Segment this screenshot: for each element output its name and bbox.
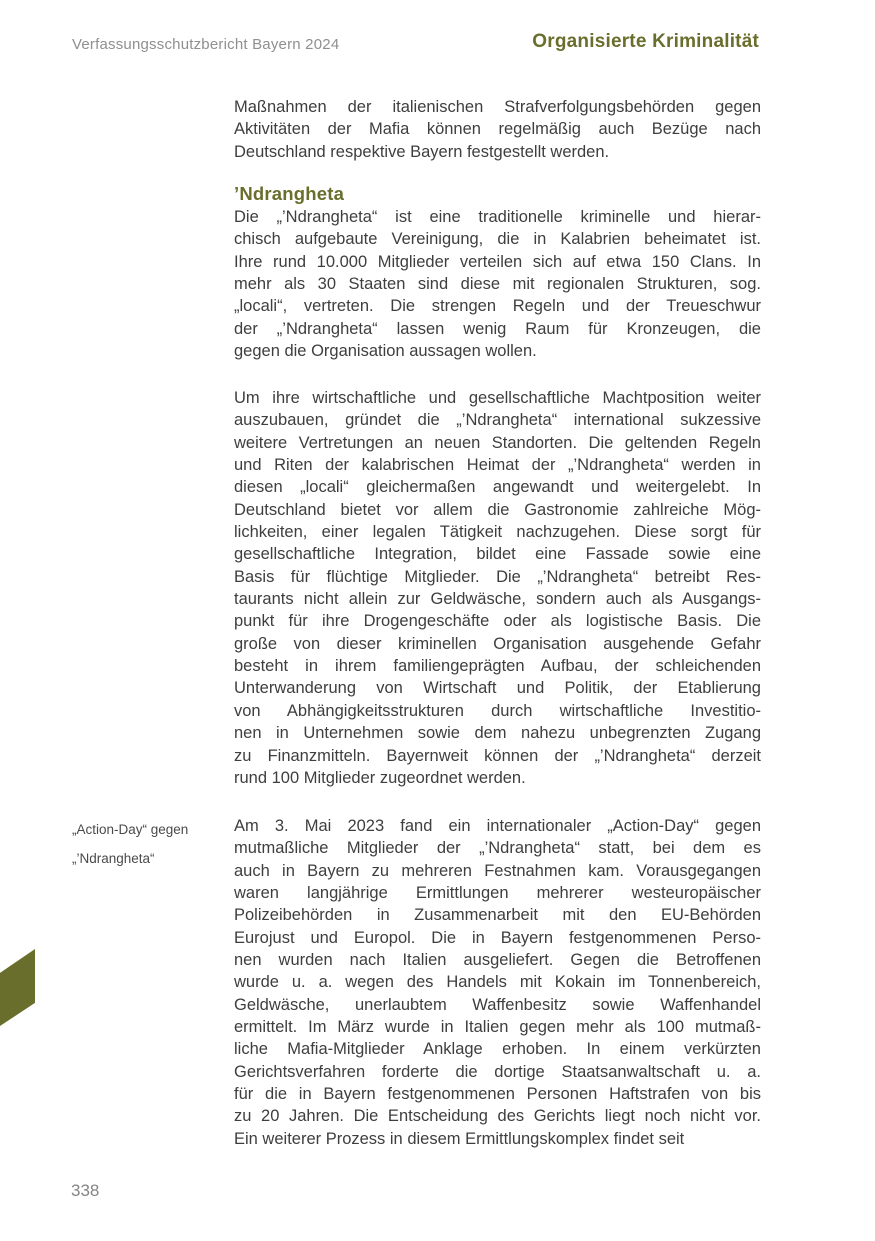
text-line: von Abhängigkeitsstrukturen durch wirtschaftliche Investitio- (234, 701, 761, 720)
text-line: gegen die Organisation aussagen wollen. (234, 342, 537, 361)
text-line: mehr als 30 Staaten sind diese mit regionalen Strukturen, sog. (234, 275, 761, 294)
body-paragraph-expansion (234, 387, 761, 789)
text-line: taurants nicht allein zur Geldwäsche, sondern auch als Ausgangs- (234, 590, 761, 609)
text-line: Deutschland bietet vor allem die Gastronomie zahlreiche Mög- (234, 500, 761, 519)
running-header-report-title: Verfassungsschutzbericht Bayern 2024 (72, 36, 340, 53)
text-line: der „’Ndrangheta“ lassen wenig Raum für Kronzeugen, die (234, 319, 761, 338)
text-line: gesellschaftliche Integration, bildet eine Fassade sowie eine (234, 545, 761, 564)
text-line: große von dieser kriminellen Organisation ausgehende Gefahr (234, 634, 761, 653)
text-line: „’Ndrangheta“ (72, 850, 155, 866)
text-line: Maßnahmen der italienischen Strafverfolgungsbehörden gegen (234, 98, 761, 116)
text-line: Deutschland respektive Bayern festgestellt werden. (234, 142, 610, 161)
text-line: liche Mafia-Mitglieder Anklage erhoben. In einem verkürzten (234, 1040, 761, 1059)
text-line: zu 20 Jahren. Die Entscheidung des Gerichts liegt noch nicht vor. (234, 1107, 761, 1126)
body-paragraph-action-day (234, 815, 761, 1150)
text-line: zu Finanzmitteln. Bayernweit können der „’Ndrangheta“ derzeit (234, 746, 761, 765)
text-line: Ihre rund 10.000 Mitglieder verteilen sich auf etwa 150 Clans. In (234, 252, 761, 271)
text-line: chisch aufgebaute Vereinigung, die in Kalabrien beheimatet ist. (234, 230, 761, 249)
section-heading-ndrangheta: ’Ndrangheta (234, 183, 345, 204)
text-line: auch in Bayern zu mehreren Festnahmen kam. Vorausgegangen (234, 861, 761, 880)
text-line: Um ihre wirtschaftliche und gesellschaftliche Machtposition weiter (234, 389, 761, 407)
text-line: Aktivitäten der Mafia können regelmäßig auch Bezüge nach (234, 120, 761, 139)
text-line: rund 100 Mitglieder zugeordnet werden. (234, 768, 526, 787)
text-line: Ein weiterer Prozess in diesem Ermittlungskomplex findet seit (234, 1129, 685, 1148)
text-line: ermittelt. Im März wurde in Italien gegen mehr als 100 mutmaß- (234, 1018, 761, 1037)
text-line: Die „’Ndrangheta“ ist eine traditionelle kriminelle und hierar- (234, 208, 761, 226)
text-line: Polizeibehörden in Zusammenarbeit mit den EU-Behörden (234, 906, 761, 925)
text-line: „Action-Day“ gegen (72, 822, 189, 837)
text-line: nen in Unternehmen sowie dem nahezu unbegrenzten Zugang (234, 724, 761, 743)
text-line: wurde u. a. wegen des Handels mit Kokain im Tonnenbereich, (234, 973, 761, 992)
text-line: auszubauen, gründet die „’Ndrangheta“ international sukzessive (234, 411, 761, 430)
text-line: für die in Bayern festgenommenen Personen Haftstrafen von bis (234, 1085, 761, 1104)
text-line: lichkeiten, einer legalen Tätigkeit nachzugehen. Diese sorgt für (234, 523, 761, 542)
text-line: punkt für ihre Drogengeschäfte oder als logistische Basis. Die (234, 612, 761, 631)
text-line: Am 3. Mai 2023 fand ein internationaler „Action-Day“ gegen (234, 817, 761, 835)
text-line: mutmaßliche Mitglieder der „’Ndrangheta“ statt, bei dem es (234, 839, 761, 858)
text-line: besteht in ihrem familiengeprägten Aufbau, der schleichenden (234, 657, 761, 676)
text-line: Geldwäsche, unerlaubtem Waffenbesitz sowie Waffenhandel (234, 995, 761, 1014)
text-line: und Riten der kalabrischen Heimat der „’Ndrangheta“ werden in (234, 456, 761, 475)
text-line: Unterwanderung von Wirtschaft und Politik, der Etablierung (234, 679, 761, 698)
text-line: Gerichtsverfahren forderte die dortige Staatsanwaltschaft u. a. (234, 1062, 761, 1081)
margin-note-action-day (72, 816, 230, 873)
body-paragraph-ndrangheta-description (234, 206, 761, 362)
body-paragraph-intro (234, 96, 761, 163)
text-line: Basis für flüchtige Mitglieder. Die „’Ndrangheta“ betreibt Res- (234, 567, 761, 586)
page-edge-marker-icon (0, 949, 35, 1026)
text-line: nen wurden nach Italien ausgeliefert. Gegen die Betroffenen (234, 951, 761, 970)
text-line: Eurojust und Europol. Die in Bayern festgenommenen Perso- (234, 928, 761, 947)
page-number: 338 (71, 1181, 100, 1200)
text-line: weitere Vertretungen an neuen Standorten. Die geltenden Regeln (234, 433, 761, 452)
text-line: diesen „locali“ gleichermaßen angewandt und weitergelebt. In (234, 478, 761, 497)
text-line: „locali“, vertreten. Die strengen Regeln und der Treueschwur (234, 297, 761, 316)
text-line: waren langjährige Ermittlungen mehrerer westeuropäischer (234, 884, 761, 903)
running-header-chapter-title: Organisierte Kriminalität (532, 31, 759, 52)
